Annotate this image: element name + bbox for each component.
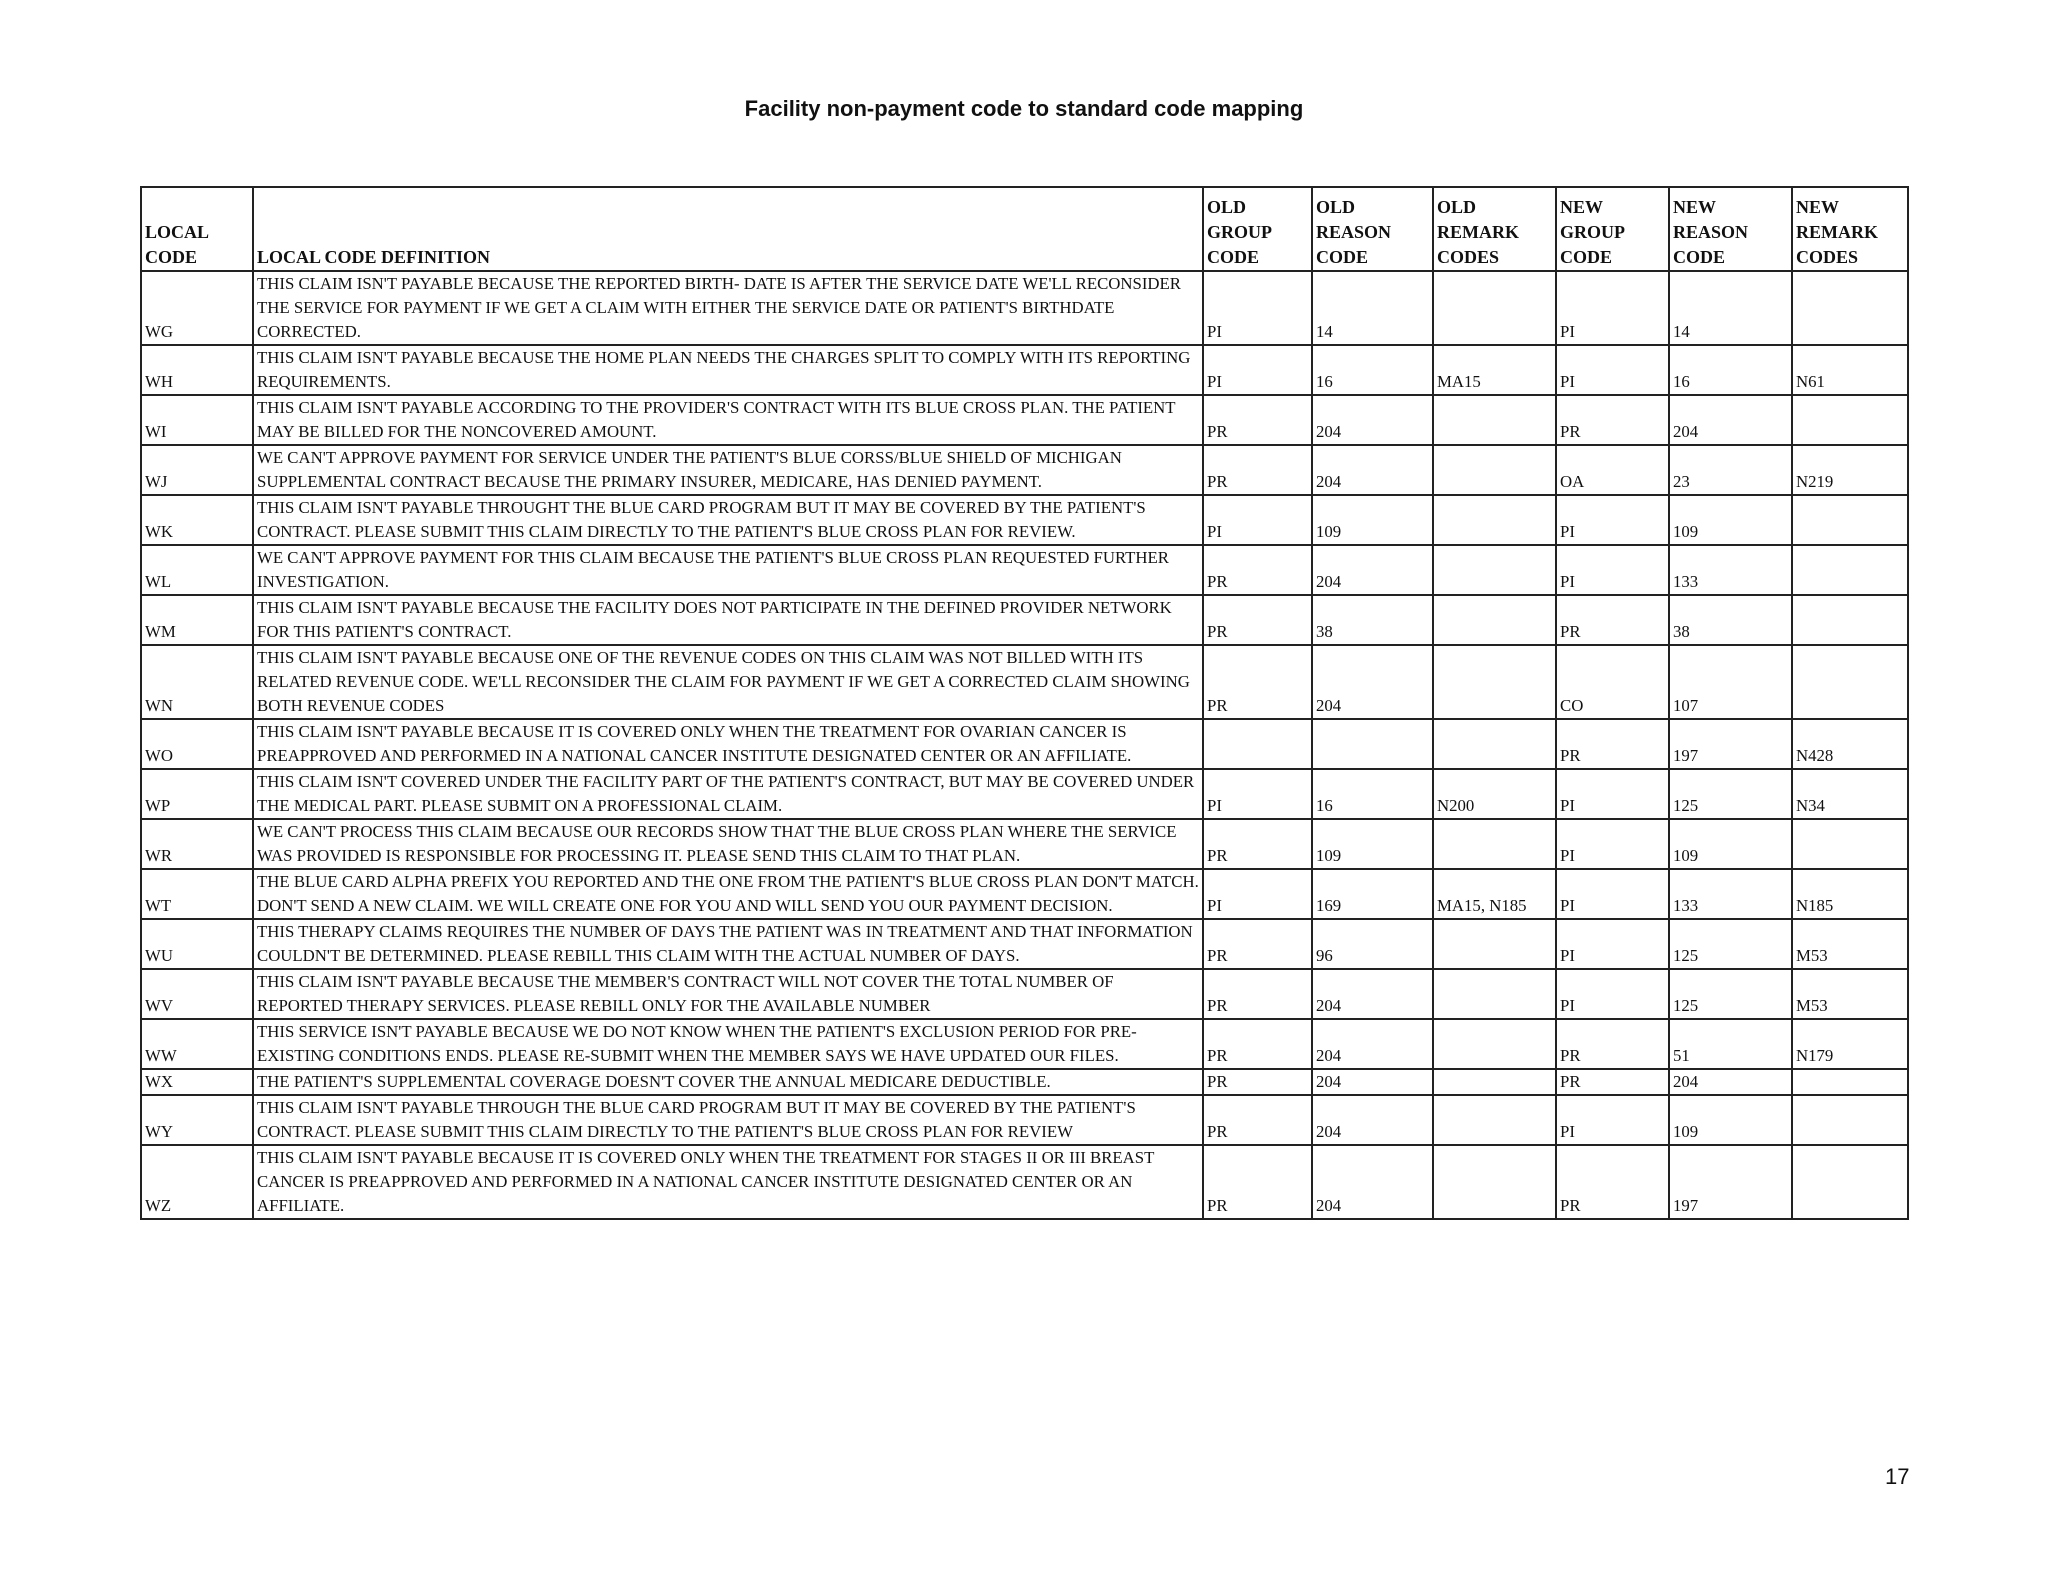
header-local-code-definition: LOCAL CODE DEFINITION (253, 187, 1203, 271)
new-group-code-cell: OA (1556, 445, 1669, 495)
local-code-cell: WH (141, 345, 253, 395)
new-reason-code-cell: 23 (1669, 445, 1792, 495)
new-reason-code-cell: 133 (1669, 545, 1792, 595)
table-row (141, 271, 1908, 345)
table-row (141, 645, 1908, 719)
definition-cell: THIS CLAIM ISN'T PAYABLE BECAUSE THE FACILITY DOES NOT PARTICIPATE IN THE DEFINED PROVIDER NETWORK FOR THIS PATIENT'S CONTRACT. (253, 595, 1203, 645)
table-row (141, 1069, 1908, 1095)
table-row (141, 445, 1908, 495)
local-code-cell: WP (141, 769, 253, 819)
new-remark-codes-cell: N179 (1792, 1019, 1908, 1069)
old-remark-codes-cell (1433, 595, 1556, 645)
definition-cell: THE PATIENT'S SUPPLEMENTAL COVERAGE DOESN'T COVER THE ANNUAL MEDICARE DEDUCTIBLE. (253, 1069, 1203, 1095)
new-group-code-cell: PI (1556, 545, 1669, 595)
old-remark-codes-cell (1433, 1019, 1556, 1069)
definition-cell: THIS CLAIM ISN'T PAYABLE BECAUSE IT IS COVERED ONLY WHEN THE TREATMENT FOR STAGES II OR III BREAST CANCER IS PREAPPROVED AND PERFORMED IN A NATIONAL CANCER INSTITUTE DESIGNATED CENTER OR AN AFFILIATE. (253, 1145, 1203, 1219)
old-reason-code-cell: 109 (1312, 495, 1433, 545)
old-remark-codes-cell: MA15, N185 (1433, 869, 1556, 919)
local-code-cell: WG (141, 271, 253, 345)
definition-cell: THIS CLAIM ISN'T COVERED UNDER THE FACILITY PART OF THE PATIENT'S CONTRACT, BUT MAY BE COVERED UNDER THE MEDICAL PART. PLEASE SUBMIT ON A PROFESSIONAL CLAIM. (253, 769, 1203, 819)
new-reason-code-cell: 109 (1669, 1095, 1792, 1145)
old-remark-codes-cell (1433, 969, 1556, 1019)
definition-cell: THIS CLAIM ISN'T PAYABLE BECAUSE THE MEMBER'S CONTRACT WILL NOT COVER THE TOTAL NUMBER OF REPORTED THERAPY SERVICES. PLEASE REBILL ONLY FOR THE AVAILABLE NUMBER (253, 969, 1203, 1019)
new-group-code-cell: PI (1556, 969, 1669, 1019)
code-mapping-table (140, 186, 1909, 1220)
local-code-cell: WI (141, 395, 253, 445)
header-new-remark-codes: NEW REMARK CODES (1792, 187, 1908, 271)
new-reason-code-cell: 125 (1669, 769, 1792, 819)
old-group-code-cell: PI (1203, 869, 1312, 919)
old-reason-code-cell: 204 (1312, 645, 1433, 719)
new-remark-codes-cell (1792, 271, 1908, 345)
local-code-cell: WO (141, 719, 253, 769)
local-code-cell: WL (141, 545, 253, 595)
old-group-code-cell: PR (1203, 969, 1312, 1019)
new-group-code-cell: PI (1556, 495, 1669, 545)
table-row (141, 545, 1908, 595)
old-group-code-cell: PR (1203, 1095, 1312, 1145)
new-reason-code-cell: 107 (1669, 645, 1792, 719)
old-reason-code-cell: 204 (1312, 1019, 1433, 1069)
old-reason-code-cell: 204 (1312, 1069, 1433, 1095)
page-title: Facility non-payment code to standard code mapping (744, 96, 1304, 121)
definition-cell: THIS CLAIM ISN'T PAYABLE BECAUSE ONE OF THE REVENUE CODES ON THIS CLAIM WAS NOT BILLED WITH ITS RELATED REVENUE CODE. WE'LL RECONSIDER THE CLAIM FOR PAYMENT IF WE GET A CORRECTED CLAIM SHOWING BOTH REVENUE CODES (253, 645, 1203, 719)
new-remark-codes-cell (1792, 595, 1908, 645)
new-remark-codes-cell: N219 (1792, 445, 1908, 495)
local-code-cell: WW (141, 1019, 253, 1069)
table-row (141, 969, 1908, 1019)
header-new-reason-code: NEW REASON CODE (1669, 187, 1792, 271)
header-new-group-code: NEW GROUP CODE (1556, 187, 1669, 271)
definition-cell: THIS CLAIM ISN'T PAYABLE THROUGHT THE BLUE CARD PROGRAM BUT IT MAY BE COVERED BY THE PATIENT'S CONTRACT. PLEASE SUBMIT THIS CLAIM DIRECTLY TO THE PATIENT'S BLUE CROSS PLAN FOR REVIEW. (253, 495, 1203, 545)
old-group-code-cell: PR (1203, 395, 1312, 445)
old-remark-codes-cell (1433, 495, 1556, 545)
table-row (141, 769, 1908, 819)
definition-cell: THIS SERVICE ISN'T PAYABLE BECAUSE WE DO NOT KNOW WHEN THE PATIENT'S EXCLUSION PERIOD FOR PRE-EXISTING CONDITIONS ENDS. PLEASE RE-SUBMIT WHEN THE MEMBER SAYS WE HAVE UPDATED OUR FILES. (253, 1019, 1203, 1069)
old-group-code-cell: PR (1203, 445, 1312, 495)
new-remark-codes-cell (1792, 545, 1908, 595)
new-group-code-cell: PI (1556, 271, 1669, 345)
old-remark-codes-cell (1433, 395, 1556, 445)
old-group-code-cell: PR (1203, 1145, 1312, 1219)
table-row (141, 1095, 1908, 1145)
old-reason-code-cell: 96 (1312, 919, 1433, 969)
definition-cell: THIS CLAIM ISN'T PAYABLE BECAUSE THE REPORTED BIRTH- DATE IS AFTER THE SERVICE DATE WE'LL RECONSIDER THE SERVICE FOR PAYMENT IF WE GET A CLAIM WITH EITHER THE SERVICE DATE OR PATIENT'S BIRTHDATE CORRECTED. (253, 271, 1203, 345)
definition-cell: WE CAN'T APPROVE PAYMENT FOR SERVICE UNDER THE PATIENT'S BLUE CORSS/BLUE SHIELD OF MICHIGAN SUPPLEMENTAL CONTRACT BECAUSE THE PRIMARY INSURER, MEDICARE, HAS DENIED PAYMENT. (253, 445, 1203, 495)
new-group-code-cell: PI (1556, 819, 1669, 869)
old-remark-codes-cell (1433, 1069, 1556, 1095)
header-old-remark-codes: OLD REMARK CODES (1433, 187, 1556, 271)
old-remark-codes-cell (1433, 445, 1556, 495)
new-remark-codes-cell: M53 (1792, 969, 1908, 1019)
table-row (141, 1019, 1908, 1069)
old-group-code-cell: PI (1203, 769, 1312, 819)
new-reason-code-cell: 109 (1669, 495, 1792, 545)
new-remark-codes-cell: N428 (1792, 719, 1908, 769)
local-code-cell: WT (141, 869, 253, 919)
old-group-code-cell (1203, 719, 1312, 769)
local-code-cell: WV (141, 969, 253, 1019)
new-group-code-cell: PI (1556, 769, 1669, 819)
old-remark-codes-cell: MA15 (1433, 345, 1556, 395)
old-reason-code-cell: 38 (1312, 595, 1433, 645)
definition-cell: WE CAN'T APPROVE PAYMENT FOR THIS CLAIM BECAUSE THE PATIENT'S BLUE CROSS PLAN REQUESTED FURTHER INVESTIGATION. (253, 545, 1203, 595)
new-group-code-cell: PR (1556, 1069, 1669, 1095)
new-remark-codes-cell: N185 (1792, 869, 1908, 919)
definition-cell: THIS CLAIM ISN'T PAYABLE ACCORDING TO THE PROVIDER'S CONTRACT WITH ITS BLUE CROSS PLAN. THE PATIENT MAY BE BILLED FOR THE NONCOVERED AMOUNT. (253, 395, 1203, 445)
old-group-code-cell: PI (1203, 271, 1312, 345)
old-group-code-cell: PR (1203, 545, 1312, 595)
old-reason-code-cell: 16 (1312, 769, 1433, 819)
new-group-code-cell: CO (1556, 645, 1669, 719)
new-remark-codes-cell: M53 (1792, 919, 1908, 969)
table-row (141, 1145, 1908, 1219)
new-remark-codes-cell (1792, 1069, 1908, 1095)
local-code-cell: WY (141, 1095, 253, 1145)
new-remark-codes-cell: N34 (1792, 769, 1908, 819)
table-row (141, 869, 1908, 919)
new-remark-codes-cell (1792, 819, 1908, 869)
local-code-cell: WU (141, 919, 253, 969)
header-old-group-code: OLD GROUP CODE (1203, 187, 1312, 271)
old-reason-code-cell: 204 (1312, 1095, 1433, 1145)
old-group-code-cell: PR (1203, 819, 1312, 869)
table-row (141, 919, 1908, 969)
old-group-code-cell: PR (1203, 919, 1312, 969)
table-row (141, 819, 1908, 869)
old-reason-code-cell: 169 (1312, 869, 1433, 919)
old-remark-codes-cell (1433, 1145, 1556, 1219)
new-reason-code-cell: 204 (1669, 395, 1792, 445)
old-reason-code-cell: 204 (1312, 969, 1433, 1019)
local-code-cell: WK (141, 495, 253, 545)
header-row (141, 187, 1908, 271)
table-row (141, 345, 1908, 395)
old-reason-code-cell: 14 (1312, 271, 1433, 345)
old-group-code-cell: PI (1203, 495, 1312, 545)
new-remark-codes-cell: N61 (1792, 345, 1908, 395)
old-reason-code-cell (1312, 719, 1433, 769)
header-old-reason-code: OLD REASON CODE (1312, 187, 1433, 271)
definition-cell: THIS CLAIM ISN'T PAYABLE BECAUSE THE HOME PLAN NEEDS THE CHARGES SPLIT TO COMPLY WITH ITS REPORTING REQUIREMENTS. (253, 345, 1203, 395)
page-number: 17 (1885, 1464, 1910, 1489)
new-group-code-cell: PI (1556, 919, 1669, 969)
old-remark-codes-cell (1433, 271, 1556, 345)
old-group-code-cell: PR (1203, 645, 1312, 719)
local-code-cell: WX (141, 1069, 253, 1095)
new-reason-code-cell: 51 (1669, 1019, 1792, 1069)
new-group-code-cell: PI (1556, 869, 1669, 919)
old-group-code-cell: PR (1203, 1019, 1312, 1069)
new-group-code-cell: PR (1556, 719, 1669, 769)
local-code-cell: WN (141, 645, 253, 719)
old-group-code-cell: PR (1203, 1069, 1312, 1095)
old-remark-codes-cell (1433, 545, 1556, 595)
old-group-code-cell: PR (1203, 595, 1312, 645)
new-group-code-cell: PR (1556, 595, 1669, 645)
table-row (141, 395, 1908, 445)
new-reason-code-cell: 204 (1669, 1069, 1792, 1095)
new-reason-code-cell: 133 (1669, 869, 1792, 919)
definition-cell: WE CAN'T PROCESS THIS CLAIM BECAUSE OUR RECORDS SHOW THAT THE BLUE CROSS PLAN WHERE THE SERVICE WAS PROVIDED IS RESPONSIBLE FOR PROCESSING IT. PLEASE SEND THIS CLAIM TO THAT PLAN. (253, 819, 1203, 869)
old-reason-code-cell: 204 (1312, 545, 1433, 595)
header-local-code: LOCAL CODE (141, 187, 253, 271)
table-row (141, 595, 1908, 645)
table-row (141, 719, 1908, 769)
old-remark-codes-cell: N200 (1433, 769, 1556, 819)
new-group-code-cell: PR (1556, 1019, 1669, 1069)
new-reason-code-cell: 16 (1669, 345, 1792, 395)
new-group-code-cell: PR (1556, 1145, 1669, 1219)
old-remark-codes-cell (1433, 719, 1556, 769)
local-code-cell: WM (141, 595, 253, 645)
old-remark-codes-cell (1433, 819, 1556, 869)
old-remark-codes-cell (1433, 645, 1556, 719)
new-reason-code-cell: 125 (1669, 969, 1792, 1019)
definition-cell: THIS CLAIM ISN'T PAYABLE THROUGH THE BLUE CARD PROGRAM BUT IT MAY BE COVERED BY THE PATIENT'S CONTRACT. PLEASE SUBMIT THIS CLAIM DIRECTLY TO THE PATIENT'S BLUE CROSS PLAN FOR REVIEW (253, 1095, 1203, 1145)
new-group-code-cell: PI (1556, 1095, 1669, 1145)
new-reason-code-cell: 38 (1669, 595, 1792, 645)
new-reason-code-cell: 125 (1669, 919, 1792, 969)
local-code-cell: WZ (141, 1145, 253, 1219)
new-reason-code-cell: 14 (1669, 271, 1792, 345)
old-remark-codes-cell (1433, 919, 1556, 969)
new-reason-code-cell: 109 (1669, 819, 1792, 869)
old-reason-code-cell: 204 (1312, 1145, 1433, 1219)
table-row (141, 495, 1908, 545)
definition-cell: THIS THERAPY CLAIMS REQUIRES THE NUMBER OF DAYS THE PATIENT WAS IN TREATMENT AND THAT INFORMATION COULDN'T BE DETERMINED. PLEASE REBILL THIS CLAIM WITH THE ACTUAL NUMBER OF DAYS. (253, 919, 1203, 969)
table-body (141, 271, 1908, 1219)
new-group-code-cell: PI (1556, 345, 1669, 395)
old-remark-codes-cell (1433, 1095, 1556, 1145)
old-reason-code-cell: 204 (1312, 395, 1433, 445)
new-remark-codes-cell (1792, 495, 1908, 545)
local-code-cell: WJ (141, 445, 253, 495)
new-remark-codes-cell (1792, 1095, 1908, 1145)
definition-cell: THE BLUE CARD ALPHA PREFIX YOU REPORTED AND THE ONE FROM THE PATIENT'S BLUE CROSS PLAN DON'T MATCH. DON'T SEND A NEW CLAIM. WE WILL CREATE ONE FOR YOU AND WILL SEND YOU OUR PAYMENT DECISION. (253, 869, 1203, 919)
local-code-cell: WR (141, 819, 253, 869)
old-reason-code-cell: 204 (1312, 445, 1433, 495)
old-reason-code-cell: 109 (1312, 819, 1433, 869)
new-remark-codes-cell (1792, 1145, 1908, 1219)
new-reason-code-cell: 197 (1669, 719, 1792, 769)
definition-cell: THIS CLAIM ISN'T PAYABLE BECAUSE IT IS COVERED ONLY WHEN THE TREATMENT FOR OVARIAN CANCER IS PREAPPROVED AND PERFORMED IN A NATIONAL CANCER INSTITUTE DESIGNATED CENTER OR AN AFFILIATE. (253, 719, 1203, 769)
new-remark-codes-cell (1792, 645, 1908, 719)
old-group-code-cell: PI (1203, 345, 1312, 395)
old-reason-code-cell: 16 (1312, 345, 1433, 395)
new-reason-code-cell: 197 (1669, 1145, 1792, 1219)
new-group-code-cell: PR (1556, 395, 1669, 445)
new-remark-codes-cell (1792, 395, 1908, 445)
